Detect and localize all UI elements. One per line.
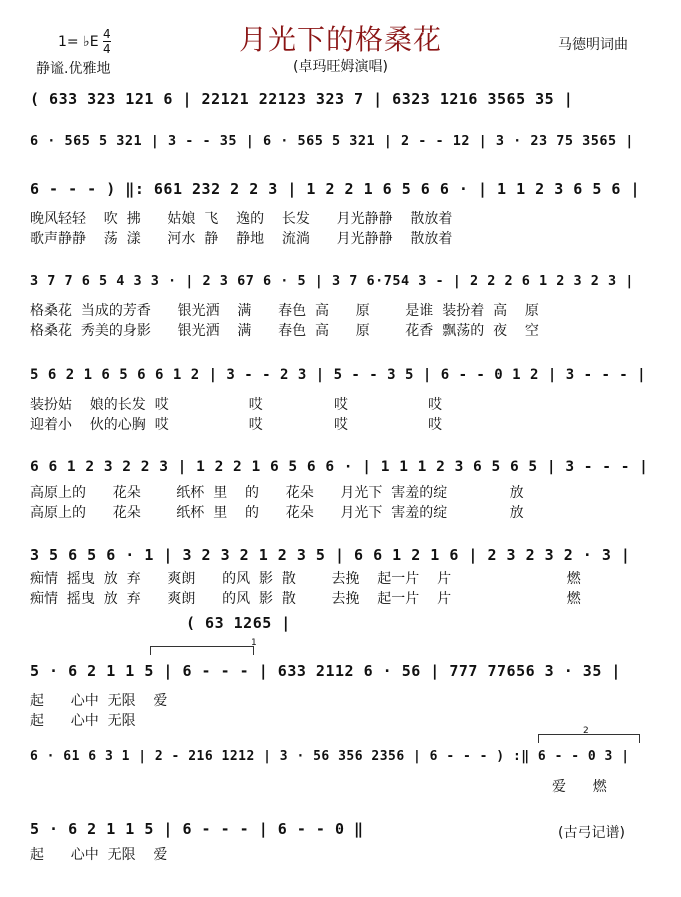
performer-credit: (卓玛旺姆演唱) bbox=[293, 59, 388, 75]
lyric-line: 迎着小 伙的心胸 哎 哎 哎 哎 bbox=[30, 417, 443, 433]
key-signature: 1= ♭E bbox=[58, 34, 99, 50]
notation-text: 6 6 1 2 3 2 2 3 | 1 2 2 1 6 5 6 6 · | 1 1 1 2 3 6 5 6 5 | 3 - - - | bbox=[30, 459, 649, 475]
score-line-1 bbox=[30, 88, 650, 112]
tempo-marking: 静谧.优雅地 bbox=[36, 61, 111, 77]
score-line-6 bbox=[30, 456, 650, 480]
lyric-line: 晚风轻轻 吹 拂 姑娘 飞 逸的 长发 月光静静 散放着 bbox=[30, 211, 453, 227]
lyric-line: 高原上的 花朵 纸杯 里 的 花朵 月光下 害羞的绽 放 bbox=[30, 485, 524, 501]
lyric-line: 格桑花 当成的芳香 银光洒 满 春色 高 原 是谁 装扮着 高 原 bbox=[30, 303, 539, 319]
meter-denominator: 4 bbox=[103, 42, 111, 56]
lyric-line: 起 心中 无限 bbox=[30, 713, 136, 729]
lyric-line: 歌声静静 荡 漾 河水 静 静地 流淌 月光静静 散放着 bbox=[30, 231, 453, 247]
lyric-line: 格桑花 秀美的身影 银光洒 满 春色 高 原 花香 飘荡的 夜 空 bbox=[30, 323, 539, 339]
lyric-line: 起 心中 无限 爱 bbox=[30, 693, 168, 709]
notation-text: 3 7 7 6 5 4 3 3 · | 2 3 67 6 · 5 | 3 7 6·754 3 - | 2 2 2 6 1 2 3 2 3 | bbox=[30, 273, 634, 289]
score-line-5 bbox=[30, 364, 650, 388]
song-title: 月光下的格桑花 bbox=[238, 23, 442, 56]
score-line-7 bbox=[30, 544, 650, 568]
lyric-line: 装扮姑 娘的长发 哎 哎 哎 哎 bbox=[30, 397, 443, 413]
volta-bracket-2 bbox=[538, 726, 640, 743]
notation-text: ( 633 323 121 6 | 22121 22123 323 7 | 6323 1216 3565 35 | bbox=[30, 90, 574, 108]
lyric-line: 痴情 摇曳 放 弃 爽朗 的风 影 散 去挽 起一片 片 燃 bbox=[30, 591, 581, 607]
lyric-line: 高原上的 花朵 纸杯 里 的 花朵 月光下 害羞的绽 放 bbox=[30, 505, 524, 521]
score-line-4 bbox=[30, 270, 650, 294]
notation-text: 5 6 2 1 6 5 6 6 1 2 | 3 - - 2 3 | 5 - - 3 5 | 6 - - 0 1 2 | 3 - - - | bbox=[30, 367, 647, 383]
composer-credit: 马德明词曲 bbox=[558, 37, 628, 53]
score-line-9 bbox=[30, 746, 650, 770]
notation-text: 6 · 61 6 3 1 | 2 - 216 1212 | 3 · 56 356 2356 | 6 - - - ) :‖ 6 - - 0 3 | bbox=[30, 749, 630, 764]
notation-text: 5 · 6 2 1 1 5 | 6 - - - | 633 2112 6 · 56 | 777 77656 3 · 35 | bbox=[30, 662, 621, 680]
notation-text: 5 · 6 2 1 1 5 | 6 - - - | 6 - - 0 ‖ bbox=[30, 820, 364, 838]
score-line-2 bbox=[30, 130, 650, 154]
score-line-8 bbox=[30, 660, 650, 684]
lyric-line: 痴情 摇曳 放 弃 爽朗 的风 影 散 去挽 起一片 片 燃 bbox=[30, 571, 581, 587]
volta-bracket-1 bbox=[150, 638, 257, 655]
transcriber-credit: (古弓记谱) bbox=[558, 825, 625, 841]
score-line-3 bbox=[30, 178, 650, 202]
score-line-10 bbox=[30, 818, 650, 842]
volta-number: 1 bbox=[251, 638, 257, 648]
notation-text: 3 5 6 5 6 · 1 | 3 2 3 2 1 2 3 5 | 6 6 1 2 1 6 | 2 3 2 3 2 · 3 | bbox=[30, 546, 631, 564]
notation-text: 6 · 565 5 321 | 3 - - 35 | 6 · 565 5 321 | 2 - - 12 | 3 · 23 75 3565 | bbox=[30, 133, 634, 149]
meter-numerator: 4 bbox=[103, 27, 111, 41]
lyric-line: 起 心中 无限 爱 bbox=[30, 847, 168, 863]
volta-number: 2 bbox=[583, 726, 589, 736]
lyric-line: 爱 燃 bbox=[552, 779, 607, 795]
notation-text: 6 - - - ) ‖: 661 232 2 2 3 | 1 2 2 1 6 5 6 6 · | 1 1 2 3 6 5 6 | bbox=[30, 180, 640, 198]
inset-notation: ( 63 1265 | bbox=[186, 614, 291, 632]
